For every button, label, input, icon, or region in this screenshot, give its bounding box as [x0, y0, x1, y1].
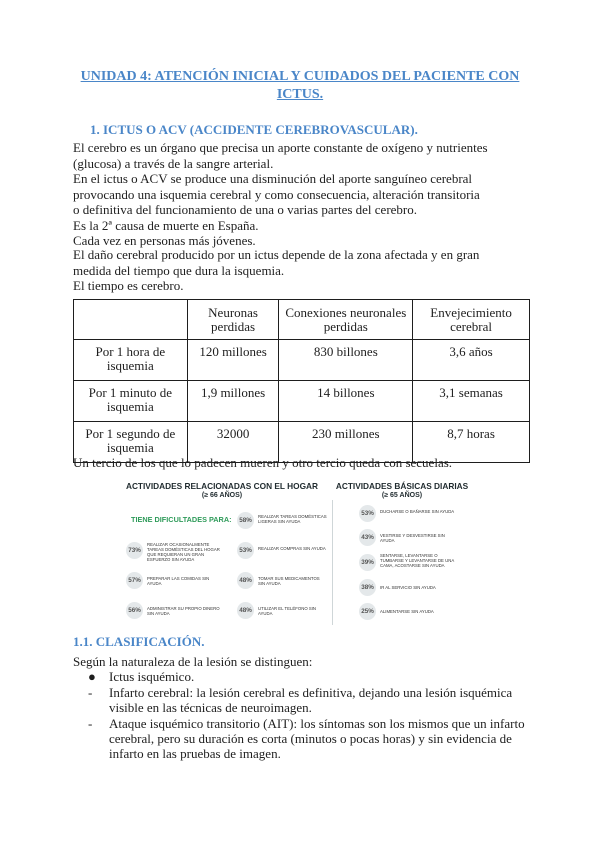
damage-paragraph [73, 247, 543, 294]
bullet-marker: ● [88, 669, 96, 684]
classification-title: 1.1. CLASIFICACIÓN. [73, 634, 205, 649]
ischemia-table [73, 299, 530, 463]
damage-line: medida del tiempo que dura la isquemia. [73, 262, 285, 278]
table-header-cell: Conexiones neuronales perdidas [279, 300, 413, 340]
table-header-cell [74, 300, 188, 340]
damage-line: El tiempo es cerebro. [73, 278, 184, 293]
intro-line: provocando una isquemia cerebral y como consecuencia, alteración transitoria [73, 186, 480, 202]
table-cell: Por 1 minuto de isquemia [74, 381, 188, 422]
list-item-text: Ictus isquémico. [109, 669, 195, 684]
activity-text: PREPARAR LAS COMIDAS SIN AYUDA [147, 576, 210, 586]
basic-activities-age: (≥ 65 AÑOS) [381, 492, 423, 499]
table-cell: 3,6 años [413, 340, 530, 381]
classification-intro: Según la naturaleza de la lesión se distinguen: [73, 654, 313, 669]
home-activities-age: (≥ 66 AÑOS) [201, 492, 243, 499]
activity-text: IR AL SERVICIO SIN AYUDA [380, 585, 436, 590]
table-cell: 1,9 millones [187, 381, 279, 422]
activity-text: DUCHARSE O BAÑARSE SIN AYUDA [380, 509, 455, 514]
percent-badge: 43% [359, 529, 376, 546]
percent-badge: 57% [126, 572, 143, 589]
intro-line: o definitiva del funcionamiento de una o varias partes del cerebro. [73, 202, 418, 217]
percent-badge: 56% [126, 602, 143, 619]
activity-text: TOMAR SUS MEDICAMENTOS SIN AYUDA [258, 576, 320, 586]
unit-title: UNIDAD 4: ATENCIÓN INICIAL Y CUIDADOS DEL PACIENTE CON ICTUS. [80, 69, 520, 102]
table-cell: Por 1 segundo de isquemia [74, 422, 188, 463]
list-item-text: Ataque isquémico transitorio (AIT): los síntomas son los mismos que un infarto cerebral, pero su duración es corta (minutos o pocas horas) y sin evidencia de infarto en las pruebas de imagen. [109, 716, 525, 761]
list-item [88, 685, 538, 715]
percent-badge: 38% [359, 579, 376, 596]
section-title: 1. ICTUS O ACV (ACCIDENTE CEREBROVASCULAR). [90, 122, 418, 137]
percent-badge: 39% [359, 554, 376, 571]
intro-line: Cada vez en personas más jóvenes. [73, 233, 256, 248]
activity-text: REALIZAR TAREAS DOMÉSTICAS LIGERAS SIN AYUDA [258, 514, 327, 524]
table-cell: 830 billones [279, 340, 413, 381]
percent-badge: 73% [126, 542, 143, 559]
intro-paragraph [73, 140, 543, 249]
list-item-text: Infarto cerebral: la lesión cerebral es definitiva, dejando una lesión isquémica visible en las técnicas de neuroimagen. [109, 685, 513, 715]
activity-text: SENTARSE, LEVANTARSE O TUMBARSE Y LEVANTARSE DE UNA CAMA, ACOSTARSE SIN AYUDA [380, 553, 454, 568]
percent-badge: 53% [359, 505, 376, 522]
home-activities-title: ACTIVIDADES RELACIONADAS CON EL HOGAR [125, 481, 319, 491]
activity-text: VESTIRSE Y DESVESTIRSE SIN AYUDA [380, 533, 445, 543]
activity-text: REALIZAR OCASIONALMENTE TAREAS DOMÉSTICAS DEL HOGAR QUE REQUIERAN UN GRAN ESFUERZO SIN AYUDA [147, 542, 220, 562]
activity-text: UTILIZAR EL TELÉFONO SIN AYUDA [258, 606, 317, 616]
damage-line: El daño cerebral producido por un ictus depende de la zona afectada y en gran [73, 247, 480, 262]
percent-badge: 25% [359, 603, 376, 620]
list-item [88, 669, 538, 684]
sequelae-sentence: Un tercio de los que lo padecen mueren y otro tercio queda con secuelas. [73, 455, 453, 470]
activities-infographic [116, 478, 488, 623]
table-cell: 230 millones [279, 422, 413, 463]
table-header-row [74, 300, 530, 340]
classification-list [88, 669, 538, 762]
intro-line: En el ictus o ACV se produce una disminución del aporte sanguíneo cerebral [73, 171, 473, 186]
percent-badge: 48% [237, 602, 254, 619]
activity-text: REALIZAR COMPRAS SIN AYUDA [258, 546, 326, 551]
difficulty-label: TIENE DIFICULTADES PARA: [131, 515, 232, 524]
table-cell: Por 1 hora de isquemia [74, 340, 188, 381]
percent-badge: 48% [237, 572, 254, 589]
percent-badge: 53% [237, 542, 254, 559]
infographic-divider [332, 500, 333, 625]
table-cell: 120 millones [187, 340, 279, 381]
table-header-cell: Envejecimiento cerebral [413, 300, 530, 340]
table-header-cell: Neuronas perdidas [187, 300, 279, 340]
intro-line: Es la 2ª causa de muerte en España. [73, 217, 259, 233]
basic-activities-heading [332, 482, 472, 500]
activity-text: ADMINISTRAR SU PROPIO DINERO SIN AYUDA [147, 606, 220, 616]
dash-marker: - [88, 716, 93, 731]
percent-badge: 58% [237, 512, 254, 529]
table-row [74, 381, 530, 422]
dash-marker: - [88, 685, 93, 700]
table-cell: 3,1 semanas [413, 381, 530, 422]
table-cell: 8,7 horas [413, 422, 530, 463]
table-cell: 14 billones [279, 381, 413, 422]
intro-line: El cerebro es un órgano que precisa un aporte constante de oxígeno y nutrientes [73, 140, 488, 155]
home-activities-heading [122, 482, 322, 500]
basic-activities-title: ACTIVIDADES BÁSICAS DIARIAS [335, 481, 469, 491]
table-cell: 32000 [187, 422, 279, 463]
table-row [74, 340, 530, 381]
intro-line: (glucosa) a través de la sangre arterial. [73, 155, 274, 171]
activity-text: ALIMENTARSE SIN AYUDA [380, 609, 434, 614]
list-item [88, 716, 538, 761]
